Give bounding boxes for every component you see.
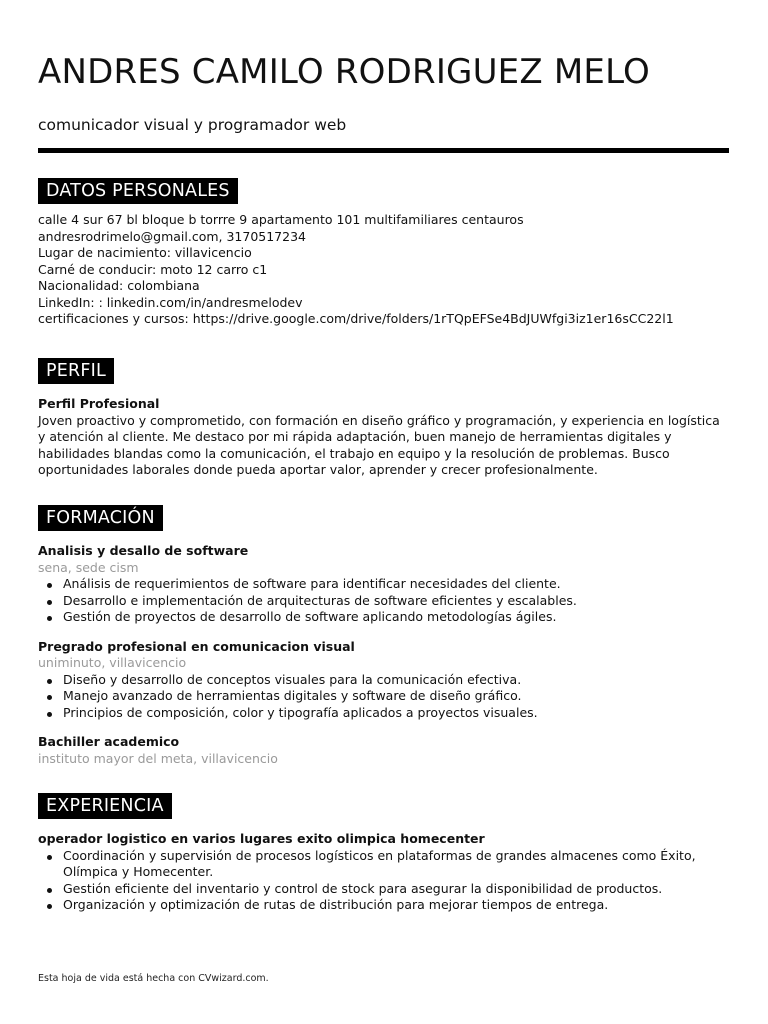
section-experience xyxy=(38,793,730,914)
list-item: Coordinación y supervisión de procesos logísticos en plataformas de grandes almacenes como Éxito, Olímpica y Homecenter. xyxy=(63,848,730,881)
education-place: uniminuto, villavicencio xyxy=(38,655,187,670)
education-entry xyxy=(38,734,730,767)
section-heading-profile: PERFIL xyxy=(38,358,114,384)
experience-bullets xyxy=(38,848,730,914)
education-bullets xyxy=(38,672,730,722)
section-heading-personal-data: DATOS PERSONALES xyxy=(38,178,238,204)
education-place: sena, sede cism xyxy=(38,559,139,575)
list-item: Diseño y desarrollo de conceptos visuales para la comunicación efectiva. xyxy=(63,672,730,689)
personal-data-lines xyxy=(38,212,730,328)
address-line: calle 4 sur 67 bl bloque b torrre 9 apartamento 101 multifamiliares centauros xyxy=(38,212,524,227)
footer-credit: Esta hoja de vida está hecha con CVwizard.com. xyxy=(38,973,269,984)
candidate-subtitle: comunicador visual y programador web xyxy=(38,116,347,134)
list-item: Manejo avanzado de herramientas digitales y software de diseño gráfico. xyxy=(63,688,730,705)
profile-text: Joven proactivo y comprometido, con formación en diseño gráfico y programación, y experiencia en logística y atención al cliente. Me destaco por mi rápida adaptación, buen manejo de herramientas digitales y habilidades blandas como la comunicación, el trabajo en equipo y la resolución de problemas. Busco oportunidades laborales donde pueda aportar valor, aprender y crecer profesionalmente. xyxy=(38,412,720,477)
certifications-line: certificaciones y cursos: https://drive.google.com/drive/folders/1rTQpEFSe4BdJUWfgi3iz1er16sCC22l1 xyxy=(38,311,674,326)
list-item: Análisis de requerimientos de software para identificar necesidades del cliente. xyxy=(63,576,730,593)
section-profile xyxy=(38,358,730,479)
nationality-line: Nacionalidad: colombiana xyxy=(38,278,200,293)
list-item: Gestión eficiente del inventario y control de stock para asegurar la disponibilidad de productos. xyxy=(63,881,730,898)
driver-license-line: Carné de conducir: moto 12 carro c1 xyxy=(38,261,268,277)
education-place: instituto mayor del meta, villavicencio xyxy=(38,750,278,766)
list-item: Gestión de proyectos de desarrollo de software aplicando metodologías ágiles. xyxy=(63,609,730,626)
section-education xyxy=(38,505,730,767)
birthplace-line: Lugar de nacimiento: villavicencio xyxy=(38,245,252,260)
education-entry xyxy=(38,543,730,626)
list-item: Desarrollo e implementación de arquitecturas de software eficientes y escalables. xyxy=(63,593,730,610)
education-title: Pregrado profesional en comunicacion visual xyxy=(38,638,355,654)
experience-title: operador logistico en varios lugares exito olimpica homecenter xyxy=(38,831,485,846)
candidate-name: ANDRES CAMILO RODRIGUEZ MELO xyxy=(38,52,650,92)
education-entry xyxy=(38,639,730,722)
section-heading-experience: EXPERIENCIA xyxy=(38,793,172,819)
section-heading-education: FORMACIÓN xyxy=(38,505,163,531)
header-divider xyxy=(38,148,729,153)
list-item: Principios de composición, color y tipografía aplicados a proyectos visuales. xyxy=(63,705,730,722)
list-item: Organización y optimización de rutas de distribución para mejorar tiempos de entrega. xyxy=(63,897,730,914)
linkedin-line: LinkedIn: : linkedin.com/in/andresmelodev xyxy=(38,294,303,310)
profile-title: Perfil Profesional xyxy=(38,396,160,411)
education-bullets xyxy=(38,576,730,626)
education-title: Bachiller academico xyxy=(38,734,180,749)
contact-line: andresrodrimelo@gmail.com, 3170517234 xyxy=(38,228,306,244)
section-personal-data xyxy=(38,178,730,328)
education-title: Analisis y desallo de software xyxy=(38,543,249,558)
